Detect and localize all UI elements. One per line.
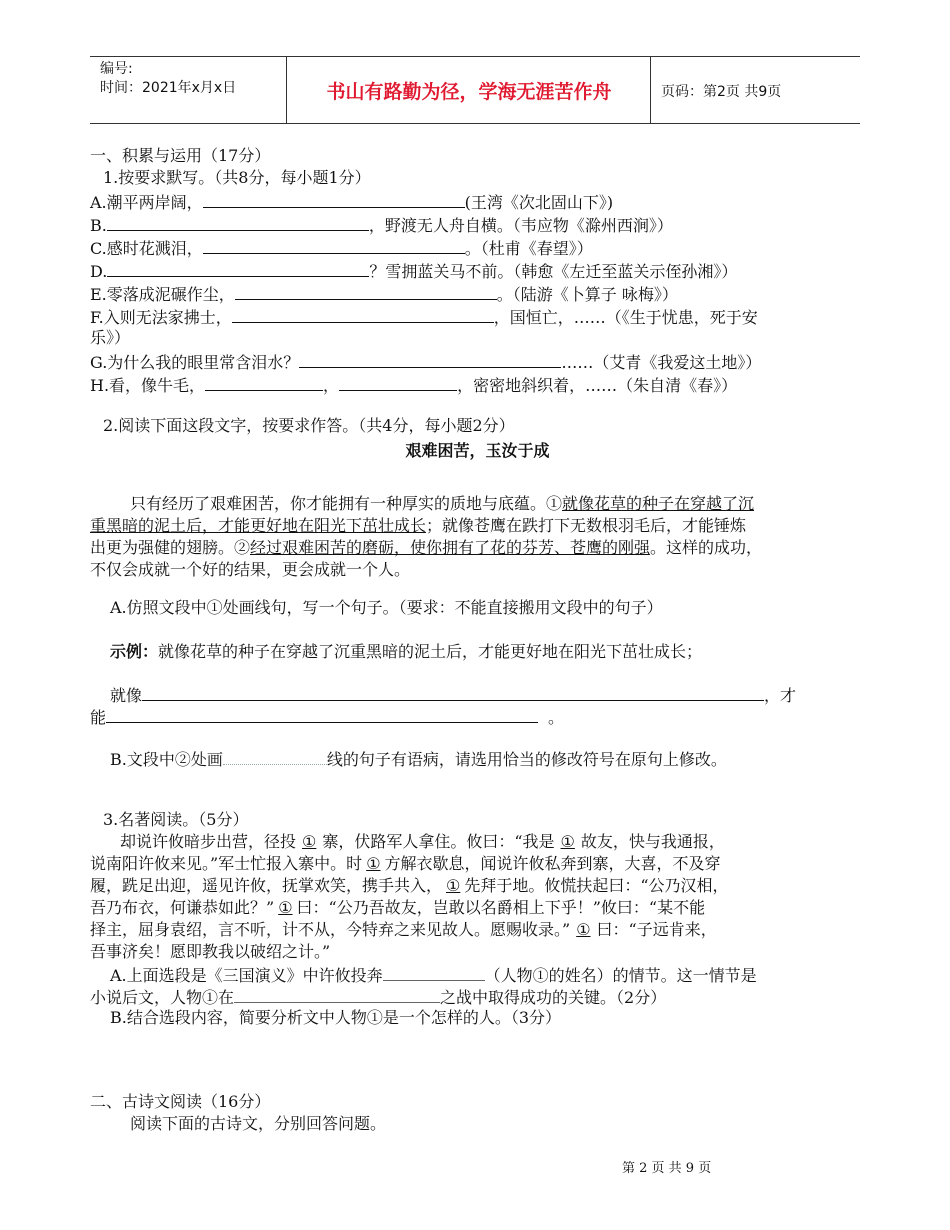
q3-passage-line: 说南阳许攸来见。”军士忙报入寨中。时 ① 方解衣歇息，闻说许攸私奔到寨，大喜，不及穿 [90, 854, 721, 873]
q1-item-b: B. ，野渡无人舟自横。（韦应物《滁州西涧》） [90, 213, 673, 237]
q3-part-b: B.结合选段内容，简要分析文中人物①是一个怎样的人。（3分） [110, 1008, 562, 1027]
q3-passage-line: 却说许攸暗步出营，径投 ① 寨，伏路军人拿住。攸曰：“我是 ① 故友，快与我通报， [120, 832, 725, 851]
header-meta [100, 60, 236, 98]
answer-blank[interactable] [203, 190, 465, 208]
q1-item-f: F.入则无法家拂士， ，国恒亡，……（《生于忧患，死于安 [90, 305, 758, 329]
section2-intro: 阅读下面的古诗文，分别回答问题。 [130, 1114, 387, 1133]
q2-part-b: B.文段中②处画 线的句子有语病，请选用恰当的修改符号在原句上修改。 [110, 750, 727, 769]
passage-line: 不仅会成就一个好的结果，更会成就一个人。 [90, 560, 411, 579]
answer-line: 就像 ，才 [110, 683, 796, 707]
q1-item-f-cont: 乐》） [90, 328, 131, 347]
example-line: 示例：就像花草的种子在穿越了沉重黑暗的泥土后，才能更好地在阳光下茁壮成长； [110, 642, 703, 661]
answer-blank[interactable] [142, 683, 764, 701]
wavy-underline-mark [223, 750, 327, 765]
q3-passage-line: 择主，屈身袁绍，言不听，计不从，今特弃之来见故人。愿赐收录。” ① 曰：“子远肯来， [90, 920, 717, 939]
header-divider [650, 57, 651, 123]
q2-title: 2.阅读下面这段文字，按要求作答。（共4分，每小题2分） [103, 416, 515, 435]
page-footer: 第 2 页 共 9 页 [622, 1161, 712, 1176]
passage-line: 重黑暗的泥土后，才能更好地在阳光下茁壮成长；就像苍鹰在跌打下无数根羽毛后，才能锤炼 [90, 516, 747, 535]
passage-line: 出更为强健的翅膀。②经过艰难困苦的磨砺，使你拥有了花的芬芳、苍鹰的刚强。这样的成功， [90, 538, 763, 557]
q1-item-a: A.潮平两岸阔， (王湾《次北固山下》) [90, 190, 613, 214]
q1-item-h: H.看，像牛毛， ， ，密密地斜织着，……（朱自清《春》） [90, 373, 737, 397]
section2-title: 二、古诗文阅读（16分） [90, 1092, 271, 1111]
q1-item-e: E.零落成泥碾作尘， 。（陆游《卜算子 咏梅》） [90, 282, 678, 306]
answer-blank[interactable] [234, 985, 440, 1003]
answer-blank[interactable] [107, 213, 369, 231]
time-label: 时间：2021年x月x日 [100, 80, 237, 96]
header-motto: 书山有路勤为径，学海无涯苦作舟 [326, 80, 612, 103]
header-divider [286, 57, 287, 123]
answer-blank[interactable] [339, 373, 457, 391]
q1-item-d: D. ？雪拥蓝关马不前。（韩愈《左迁至蓝关示侄孙湘》） [90, 259, 737, 283]
answer-blank[interactable] [203, 236, 465, 254]
q3-part-a: A.上面选段是《三国演义》中许攸投奔 （人物①的姓名）的情节。这一情节是 [110, 963, 757, 987]
code-label: 编号: [100, 61, 133, 77]
q3-title: 3.名著阅读。（5分） [103, 810, 249, 829]
q1-item-c: C.感时花溅泪， 。（杜甫《春望》） [90, 236, 593, 260]
header-page-label: 页码：第2页 共9页 [661, 84, 782, 100]
passage-line: 只有经历了艰难困苦，你才能拥有一种厚实的质地与底蕴。①就像花草的种子在穿越了沉 [130, 494, 755, 513]
answer-line: 能 。 [90, 705, 564, 729]
answer-blank[interactable] [205, 373, 323, 391]
page-header [90, 56, 860, 124]
q3-passage-line: 履，跣足出迎，遥见许攸，抚掌欢笑，携手共入， ① 先拜于地。攸慌扶起曰：“公乃汉相， [90, 876, 729, 895]
answer-blank[interactable] [232, 305, 494, 323]
q3-part-a-cont: 小说后文，人物①在 之战中取得成功的关键。（2分） [90, 985, 666, 1009]
q1-item-g: G.为什么我的眼里常含泪水？ ……（艾青《我爱这土地》） [90, 350, 761, 374]
passage-heading: 艰难困苦，玉汝于成 [405, 441, 550, 460]
q3-passage-line: 吾事济矣！愿即教我以破绍之计。” [90, 942, 331, 961]
answer-blank[interactable] [107, 259, 369, 277]
answer-blank[interactable] [106, 705, 538, 723]
q1-title: 1.按要求默写。（共8分，每小题1分） [103, 168, 371, 187]
q2-part-a: A.仿照文段中①处画线句，写一个句子。（要求：不能直接搬用文段中的句子） [110, 598, 663, 617]
q3-passage-line: 吾乃布衣，何谦恭如此？” ① 曰：“公乃吾故友，岂敢以名爵相上下乎！”攸曰：“某不能 [90, 898, 706, 917]
answer-blank[interactable] [383, 963, 485, 981]
answer-blank[interactable] [299, 350, 561, 368]
section1-title: 一、积累与运用（17分） [90, 146, 271, 165]
answer-blank[interactable] [235, 282, 497, 300]
